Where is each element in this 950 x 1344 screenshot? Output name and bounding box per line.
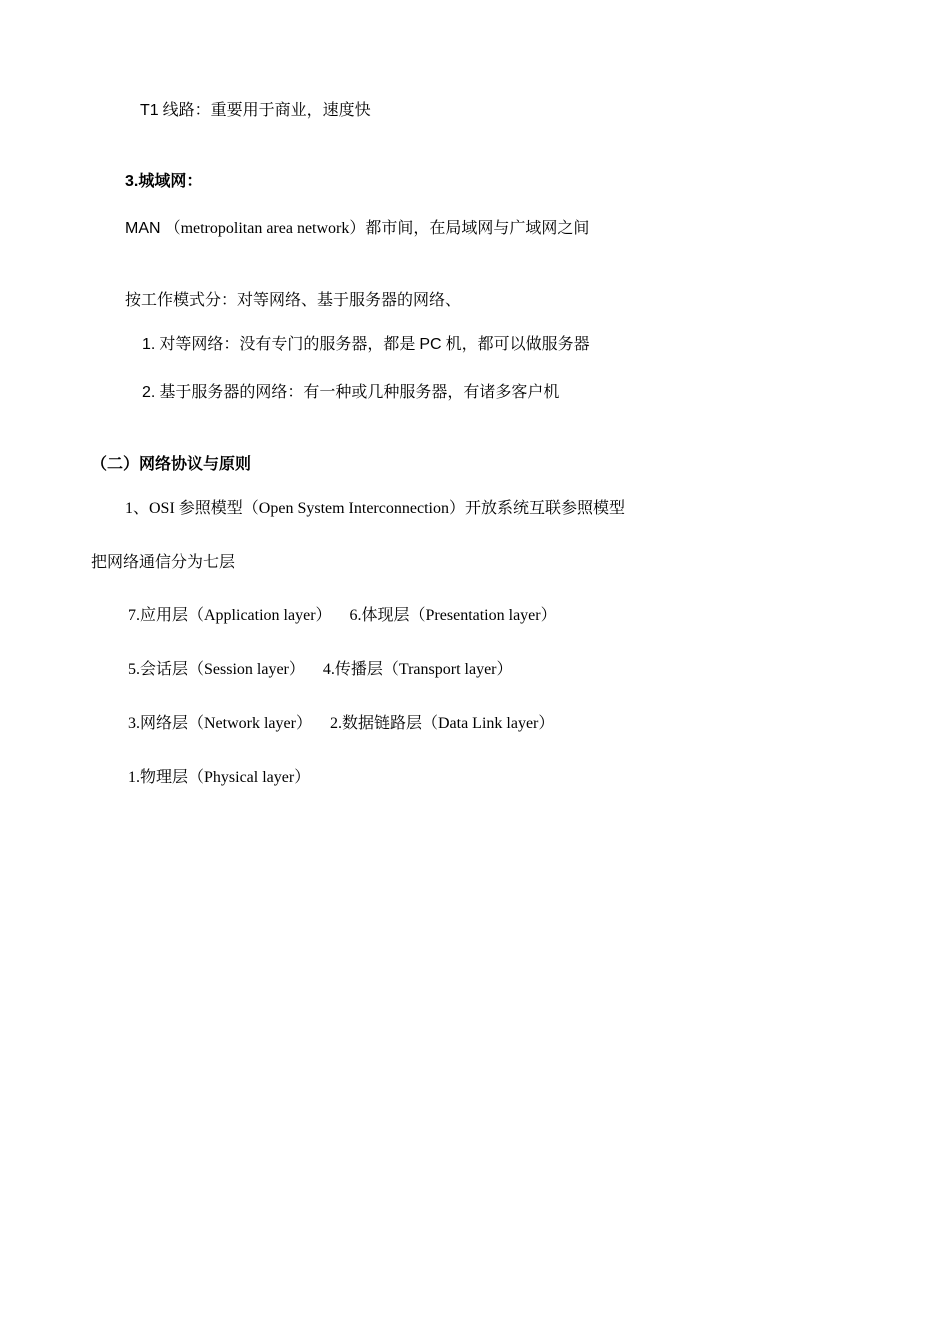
p2p-text-2: 机，都可以做服务器	[441, 336, 590, 353]
layer-item: 1.物理层（Physical layer）	[128, 769, 311, 786]
layer-item: 7.应用层（Application layer）	[128, 607, 332, 624]
server-network-line	[142, 383, 559, 403]
t1-line	[140, 101, 371, 121]
t1-text: 线路：重要用于商业，速度快	[158, 102, 371, 119]
server-text: 基于服务器的网络：有一种或几种服务器，有诸多客户机	[155, 384, 560, 401]
seven-layers-line: 把网络通信分为七层	[91, 554, 236, 571]
p2p-pc: PC	[419, 336, 442, 353]
osi-model-line: 1、OSI 参照模型（Open System Interconnection）开放系统互联参照模型	[125, 500, 625, 517]
p2p-network-line	[142, 335, 590, 355]
layer-item: 4.传播层（Transport layer）	[322, 661, 513, 678]
layer-item: 5.会话层（Session layer）	[128, 661, 305, 678]
t1-prefix: T1	[140, 102, 159, 119]
work-mode-line: 按工作模式分：对等网络、基于服务器的网络、	[125, 292, 462, 309]
man-text: （metropolitan area network）都市间，在局域网与广域网之间	[160, 220, 590, 237]
server-prefix: 2.	[142, 384, 156, 401]
layer-item: 3.网络层（Network layer）	[128, 715, 312, 732]
man-prefix: MAN	[125, 220, 161, 237]
layer-row-3	[128, 714, 554, 734]
layer-item: 2.数据链路层（Data Link layer）	[329, 715, 555, 732]
p2p-text-1: 对等网络：没有专门的服务器，都是	[155, 336, 420, 353]
man-description	[125, 219, 589, 239]
layer-row-1	[128, 606, 557, 626]
layer-item: 6.体现层（Presentation layer）	[349, 607, 557, 624]
layer-row-2	[128, 660, 513, 680]
layer-row-4	[128, 768, 310, 788]
section-title: （二）网络协议与原则	[91, 456, 252, 473]
man-heading: 3.城域网：	[125, 173, 203, 190]
p2p-prefix: 1.	[142, 336, 156, 353]
